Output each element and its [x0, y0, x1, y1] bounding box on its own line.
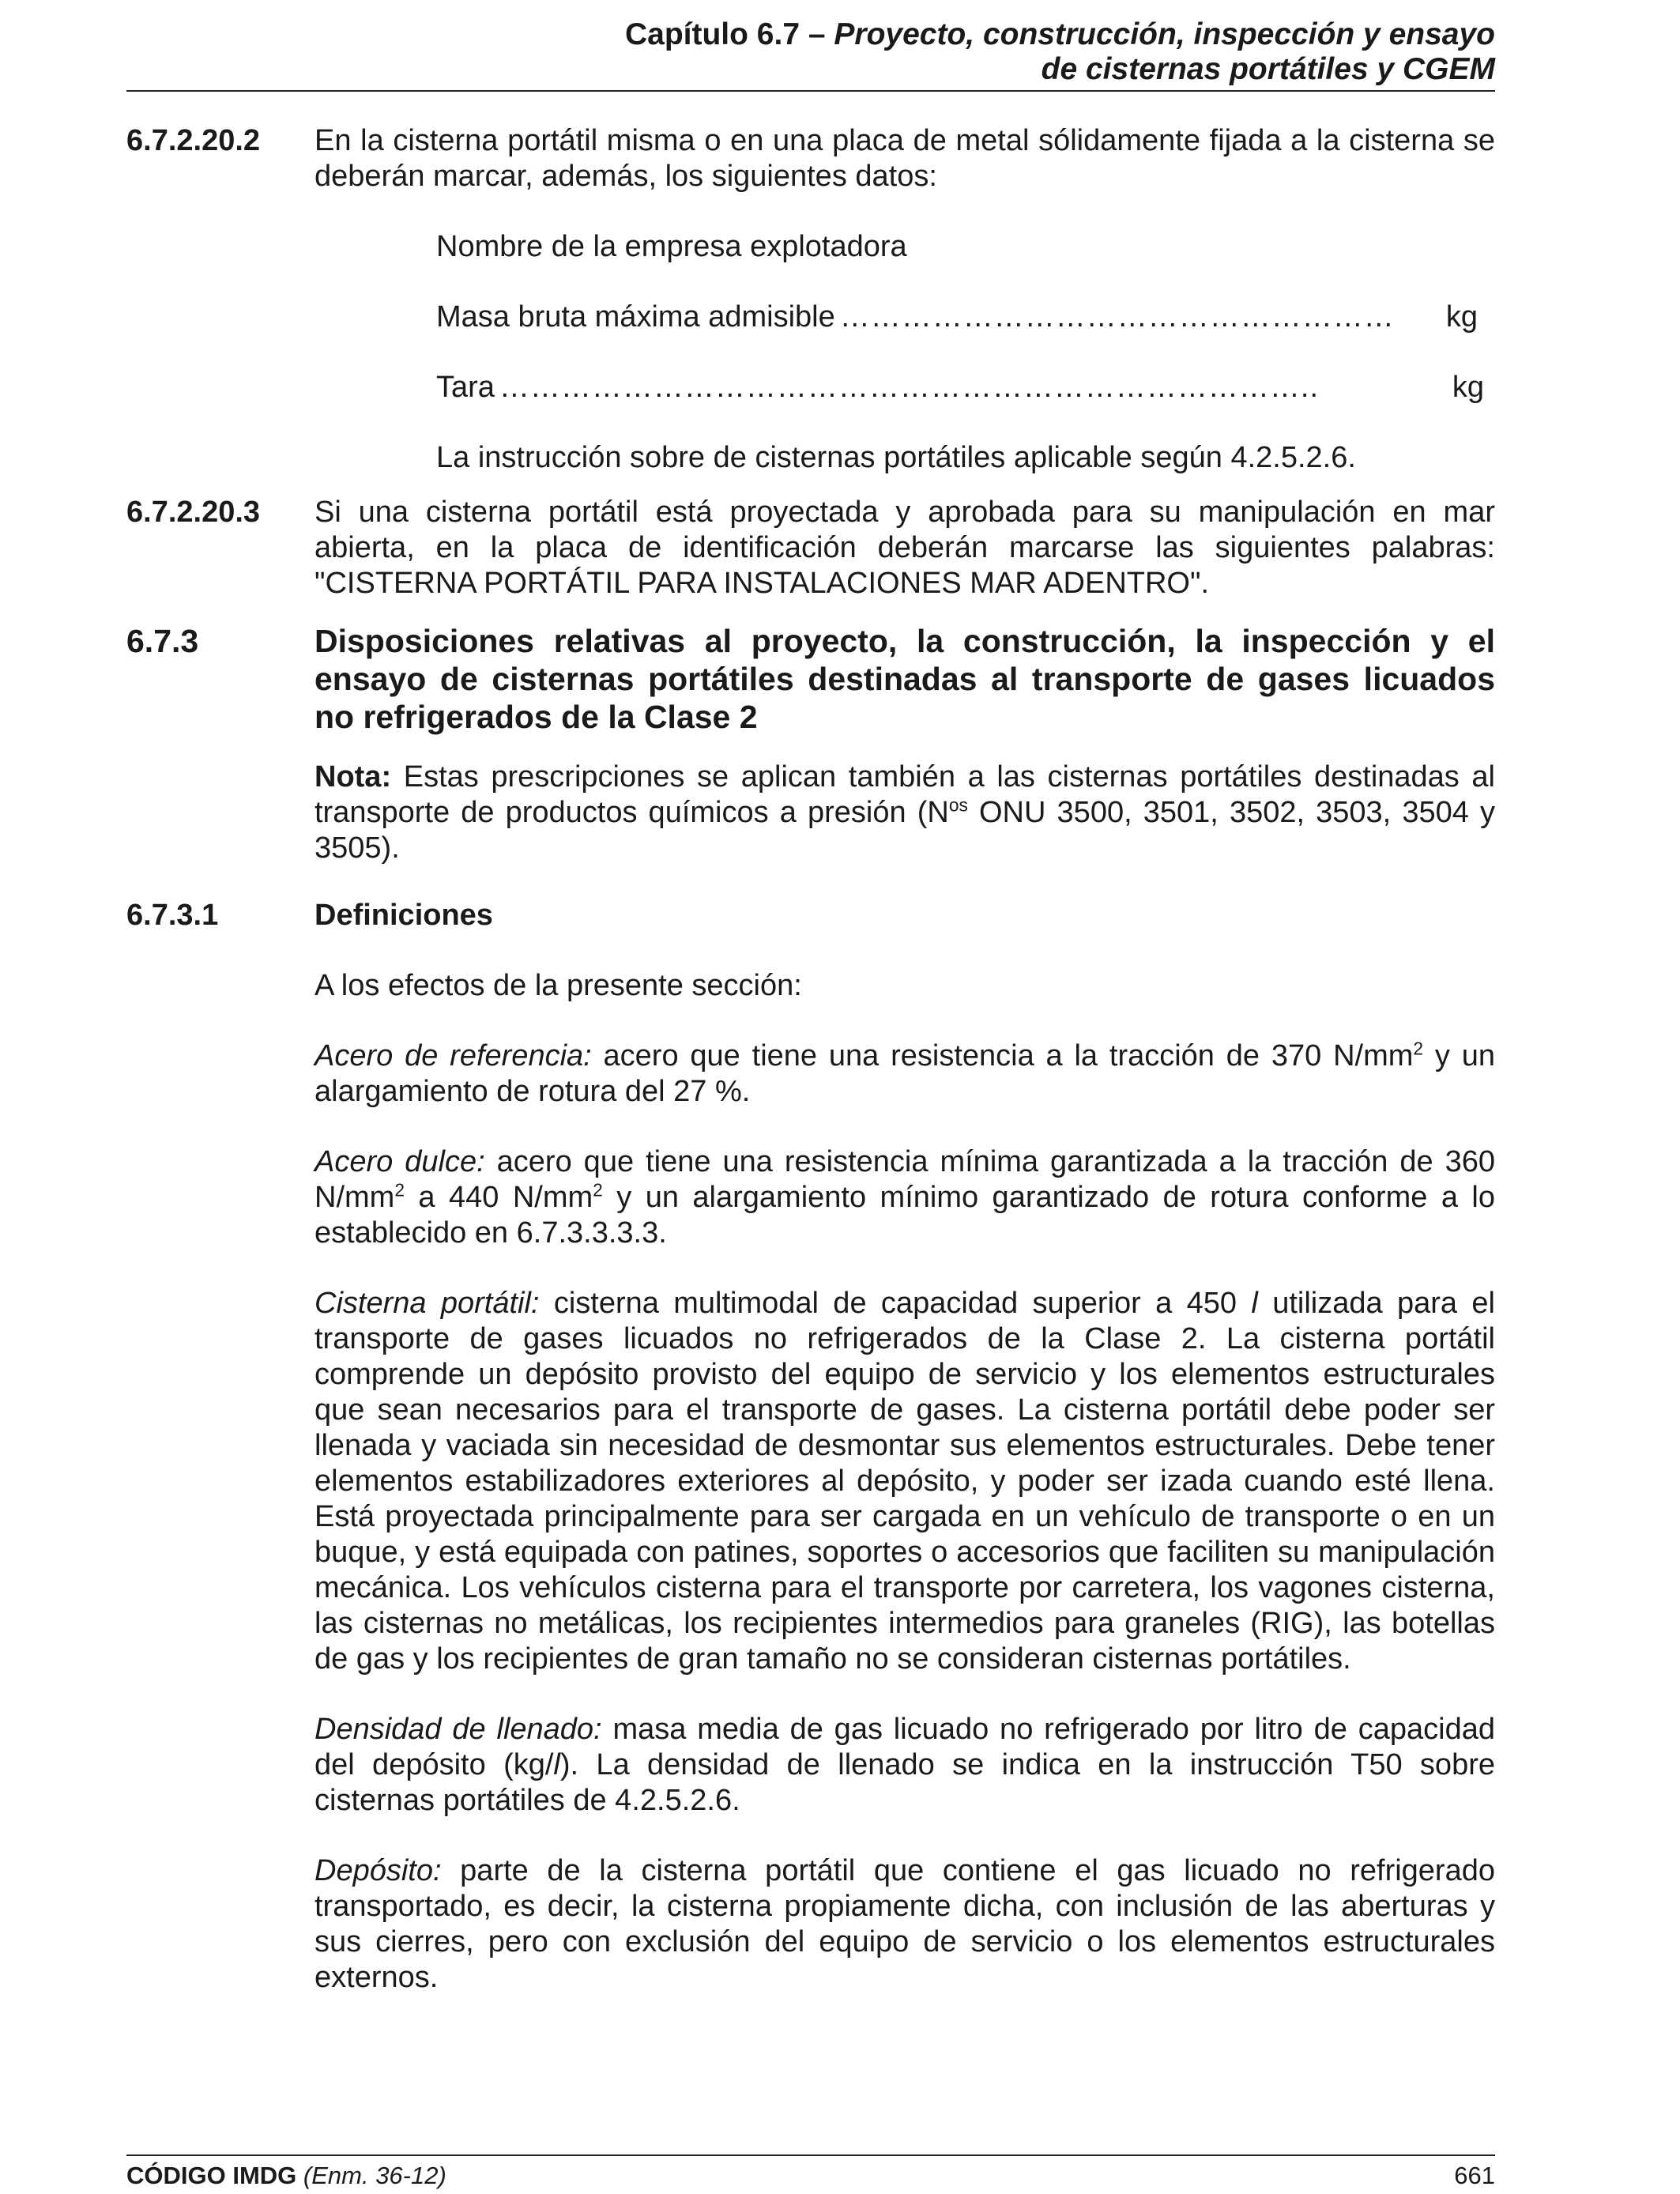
running-footer: [126, 2160, 1495, 2192]
section-heading: Definiciones: [315, 899, 493, 932]
header-chapter-label: Capítulo 6.7 –: [624, 17, 834, 51]
header-chapter-title-1: Proyecto, construcción, inspección y ensayo: [834, 17, 1495, 51]
dot-leader: ………………………………………………: [839, 300, 1395, 334]
header-line-1: [126, 17, 1495, 52]
definition-text: masa media de gas licuado no refrigerado por litro de capacidad del depósito (kg/: [315, 1713, 1495, 1781]
definition-text: utilizada para el transporte de gases licuados no refrigerados de la Clase 2. La cisterna portátil comprende un depósito provisto del equipo de servicio y los elementos estructurales que sean necesarios para el transporte de gases. La cisterna portátil debe poder ser llenada y vaciada sin necesidad de desmontar sus elementos estructurales. Debe tener elementos estabilizadores exteriores al depósito, y poder ser izada cuando esté llena. Está proyectada principalmente para ser cargada en un vehículo de transporte o en un buque, y está equipada con patines, soportes o accesorios que faciliten su manipulación mecánica. Los vehículos cisterna para el transporte por carretera, los vagones cisterna, las cisternas no metálicas, los recipientes intermedios para graneles (RIG), las botellas de gas y los recipientes de gran tamaño no se consideran cisternas portátiles.: [315, 1287, 1495, 1676]
definition-term: Densidad de llenado:: [315, 1713, 602, 1746]
definition-text: a 440 N/mm: [405, 1181, 593, 1214]
litre-symbol: l: [553, 1748, 560, 1781]
list-item-unit: kg: [1452, 371, 1484, 404]
section-number: 6.7.3.1: [126, 899, 219, 932]
list-item: [436, 300, 1495, 335]
note-superscript: os: [948, 794, 968, 816]
definition-text: cisterna multimodal de capacidad superior a 450: [539, 1287, 1252, 1320]
litre-symbol: l: [1251, 1287, 1258, 1320]
list-item-label: Masa bruta máxima admisible: [436, 300, 835, 334]
section-6-7-2-20-3: [126, 495, 1495, 601]
definition-cisterna-portatil: [315, 1286, 1495, 1677]
section-6-7-3-1: [126, 898, 1495, 1996]
section-body: [315, 622, 1495, 866]
definition-term: Depósito:: [315, 1854, 442, 1887]
section-body: [315, 898, 1495, 1996]
footer-title: [126, 2160, 446, 2192]
dot-leader: ……………………………………………………………………..: [499, 371, 1320, 404]
paragraph: A los efectos de la presente sección:: [315, 969, 802, 1002]
definition-term: Acero dulce:: [315, 1145, 485, 1178]
list-item-text: Nombre de la empresa explotadora: [436, 230, 907, 263]
definition-text: ). La densidad de llenado se indica en la instrucción T50 sobre cisternas portátiles de 4.2.5.2.6.: [315, 1748, 1495, 1817]
list-item: [436, 229, 1495, 265]
note-label: Nota:: [315, 760, 392, 794]
marking-list: [126, 229, 1495, 476]
running-header: [126, 17, 1495, 87]
definition-text: acero que tiene una resistencia a la tracción de 370 N/mm: [591, 1039, 1414, 1072]
section-heading: Disposiciones relativas al proyecto, la construcción, la inspección y el ensayo de cisternas portátiles destinadas al transporte de gases licuados no refrigerados de la Clase 2: [315, 623, 1495, 735]
footer-rule: [126, 2154, 1495, 2156]
list-item: [436, 370, 1495, 405]
section-number: 6.7.3: [126, 623, 199, 659]
section-number: 6.7.2.20.3: [126, 496, 261, 529]
definition-text: y un alargamiento de rotura del 27 %.: [315, 1039, 1495, 1108]
list-item-text: La instrucción sobre de cisternas portátiles aplicable según 4.2.5.2.6.: [436, 441, 1356, 474]
section-6-7-3: [126, 622, 1495, 866]
definition-text: y un alargamiento mínimo garantizado de rotura conforme a lo establecido en 6.7.3.3.3.3.: [315, 1181, 1495, 1250]
note-text: ONU 3500, 3501, 3502, 3503, 3504 y 3505).: [315, 796, 1495, 865]
definition-text: acero que tiene una resistencia mínima garantizada a la tracción de 360 N/mm: [315, 1145, 1495, 1214]
note-paragraph: [315, 760, 1495, 866]
section-body: [315, 123, 1495, 194]
note-text: Estas prescripciones se aplican también a las cisternas portátiles destinadas al transporte de productos químicos a presión (N: [315, 760, 1495, 829]
section-number: 6.7.2.20.2: [126, 124, 261, 157]
definition-densidad-llenado: [315, 1712, 1495, 1819]
definition-deposito: [315, 1853, 1495, 1996]
footer-code: CÓDIGO IMDG: [126, 2162, 297, 2189]
paragraph: Si una cisterna portátil está proyectada y aprobada para su manipulación en mar abierta, en la placa de identificación deberán marcarse las siguientes palabras: "CISTERNA PORTÁTIL PARA INSTALACIONES MAR ADENTRO".: [315, 496, 1495, 600]
definition-acero-referencia: [315, 1039, 1495, 1110]
list-item: [436, 440, 1495, 476]
paragraph: En la cisterna portátil misma o en una placa de metal sólidamente fijada a la cisterna se deberán marcar, además, los siguientes datos:: [315, 124, 1495, 193]
definition-term: Acero de referencia:: [315, 1039, 592, 1072]
definition-text: parte de la cisterna portátil que contiene el gas licuado no refrigerado transportado, es decir, la cisterna propiamente dicha, con inclusión de las aberturas y sus cierres, pero con exclusión del equipo de servicio o los elementos estructurales externos.: [315, 1854, 1495, 1994]
header-rule: [126, 90, 1495, 92]
superscript: 2: [1413, 1038, 1424, 1059]
list-item-unit: kg: [1445, 300, 1478, 334]
definition-term: Cisterna portátil:: [315, 1287, 540, 1320]
superscript: 2: [394, 1179, 405, 1201]
definition-acero-dulce: [315, 1144, 1495, 1251]
list-item-label: Tara: [436, 371, 495, 404]
footer-amendment: (Enm. 36-12): [303, 2162, 446, 2189]
section-body: [315, 495, 1495, 601]
page-content: [126, 123, 1495, 1996]
page-number: 661: [1454, 2162, 1495, 2189]
header-chapter-title-2: de cisternas portátiles y CGEM: [1041, 52, 1495, 86]
superscript: 2: [593, 1179, 603, 1201]
section-6-7-2-20-2: [126, 123, 1495, 194]
